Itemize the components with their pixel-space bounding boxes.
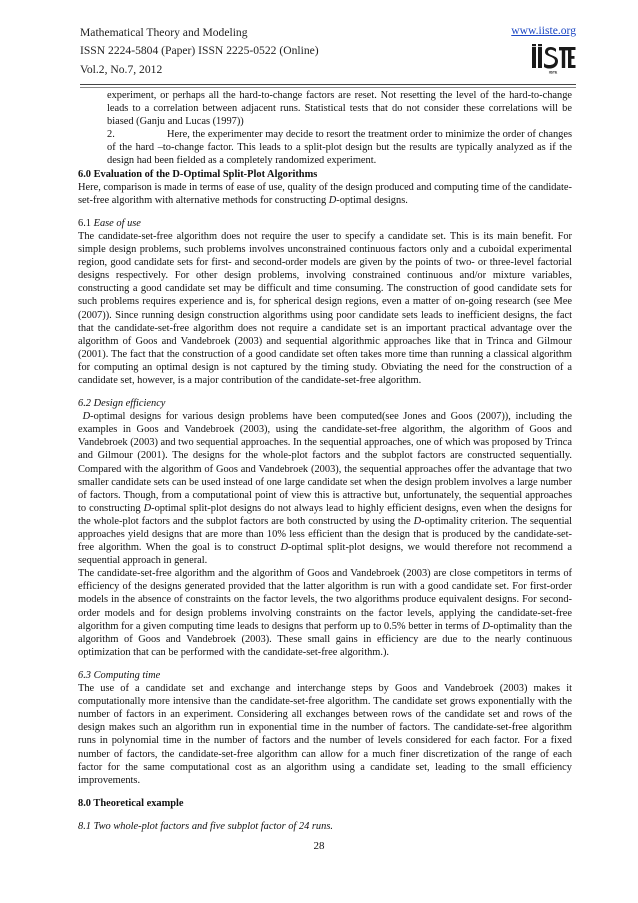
subsection-6-3-text: The use of a candidate set and exchange and interchange steps by Goos and Vandebroek (2003) makes it computationally more intensive than the candidate-set-free algorithm. The candidate set grows exponentially with the number of factors in an experiment. Considering all exchanges between rows of the candidate set and rows of the design makes such an algorithm run in exponential time in the number of factors. The candidate-set-free algorithm runs in polynomial time in the number of factors and the number of levels considered for each factor. For a fixed number of factors, the candidate-set-free algorithm can allow for a much finer discretization of the range of each factor for the same computational cost as an algorithm using a candidate set, leading to the small efficiency improvements. (78, 683, 572, 786)
list-item-continuation: experiment, or perhaps all the hard-to-change factors are reset. Not resetting the level of the hard-to-change leads to a correlation between adjacent runs. Statistical tests that do not consider these correlations will be biased (Ganju and Lucas (1997)) (107, 90, 572, 128)
page-number: 28 (313, 840, 325, 852)
subsection-6-2-paragraph-2: The candidate-set-free algorithm and the algorithm of Goos and Vandebroek (2003) are close competitors in terms of efficiency of the designs generated provided that the latter algorithm is run with a good candidate set. For first-order models in the absence of constraints on the factor levels, the two algorithms produce equivalent designs. For second-order models and for design problems involving constraints on the factor levels, applying the candidate-set-free algorithm for a given computing time leads to designs that perform up to 0.5% better in terms of D-optimality than the algorithm of Goos and Vandebroek (2003). These small gains in efficiency are due to the nearly continuous optimization that can be performed with the candidate-set-free algorithm.). (78, 568, 572, 658)
subsection-heading-6-3: 6.3 Computing time (78, 669, 161, 681)
header-rule-thin (80, 87, 576, 88)
list-item-text: Here, the experimenter may decide to resort the treatment order to minimize the order of changes of the hard –to-change factor. This leads to a split-plot design but the results are typically analyzed as if the design had been fielded as a completely randomized experiment. (107, 129, 572, 167)
header-rule (80, 84, 576, 85)
section-heading-8: 8.0 Theoretical example (78, 797, 184, 809)
subsection-6-2-paragraph-1: D-optimal designs for various design problems have been computed(see Jones and Goos (2007)), including the examples in Goos and Vandebroek (2003), using the candidate-set-free algorithm, the algorithm of Goos and Vandebroek (2003) and two sequential approaches. In the sequential approaches, one of which was proposed by Trinca and Gilmour (2001). The designs for the whole-plot factors and the subplot factors are constructed sequentially. Compared with the algorithm of Goos and Vandebroek (2003), the sequential approaches offer the advantage that two smaller candidate sets can be used instead of one large candidate set when the design problem involves a large number of factors. Though, from a computational point of view this is attractive but, unfortunately, the sequential approaches to constructing D-optimal split-plot designs do not always lead to highly efficient designs, even when the designs for the whole-plot factors and the subplot factors are both constructed by using the D-optimality criterion. The sequential approaches yield designs that are more than 10% less efficient than the design that is produced by the candidate-set-free algorithm. When the goal is to construct D-optimal split-plot designs, we would therefore not recommend a sequential approach in general. (78, 411, 573, 567)
subsection-heading-6-1: 6.1 Ease of use (78, 217, 141, 229)
section-heading-6: 6.0 Evaluation of the D-Optimal Split-Plot Algorithms (78, 168, 318, 180)
journal-volume: Vol.2, No.7, 2012 (80, 62, 163, 76)
subsection-heading-6-2: 6.2 Design efficiency (78, 398, 166, 410)
journal-issn: ISSN 2224-5804 (Paper) ISSN 2225-0522 (Online) (80, 44, 319, 58)
journal-url-link[interactable]: www.iiste.org (511, 24, 576, 37)
list-item-number: 2. (107, 129, 115, 141)
iiste-logo (530, 44, 576, 74)
subsection-6-1-text: The candidate-set-free algorithm does not require the user to specify a candidate set. This is its main benefit. For simple design problems, such problems involves unconstrained continuous factors only and a cuboidal experimental region, good candidate sets for first- and second-order models are given by the points of two- or three-level factorial designs respectively. For other design problems, involving constrained continuous and/or mixture variables, constructing a good candidate set may be difficult and time consuming. The construction of good candidate sets for such problems requires experience and is, for spherical design regions, even a matter of on-going research (see Mee (2007)). Since running design construction algorithms using poor candidate sets leads to inefficient designs, the fact that the candidate-set-free algorithm does not require a candidate set is an important practical advantage over the algorithm of Goos and Vandebroek (2003) and sequential algorithmic approaches like that in Trinca and Gilmour (2001). The fact that the construction of a good candidate set often takes more time than running a classical algorithm for computing an optimal design is not captured by the timing study. Obviating the need for the construction of a candidate set, however, is a major contribution of the candidate-set-free algorithm. (78, 230, 572, 386)
iiste-logo-text: IISTE (548, 70, 558, 74)
section-6-intro: Here, comparison is made in terms of ease of use, quality of the design produced and computing time of the candidate-set-free algorithm with alternative methods for constructing D-optimal designs. (78, 181, 572, 206)
list-item-2 (78, 128, 572, 167)
journal-title: Mathematical Theory and Modeling (80, 26, 248, 39)
journal-header (80, 24, 319, 79)
article-body (78, 89, 572, 833)
subsection-heading-8-1: 8.1 Two whole-plot factors and five subplot factor of 24 runs. (78, 820, 333, 832)
